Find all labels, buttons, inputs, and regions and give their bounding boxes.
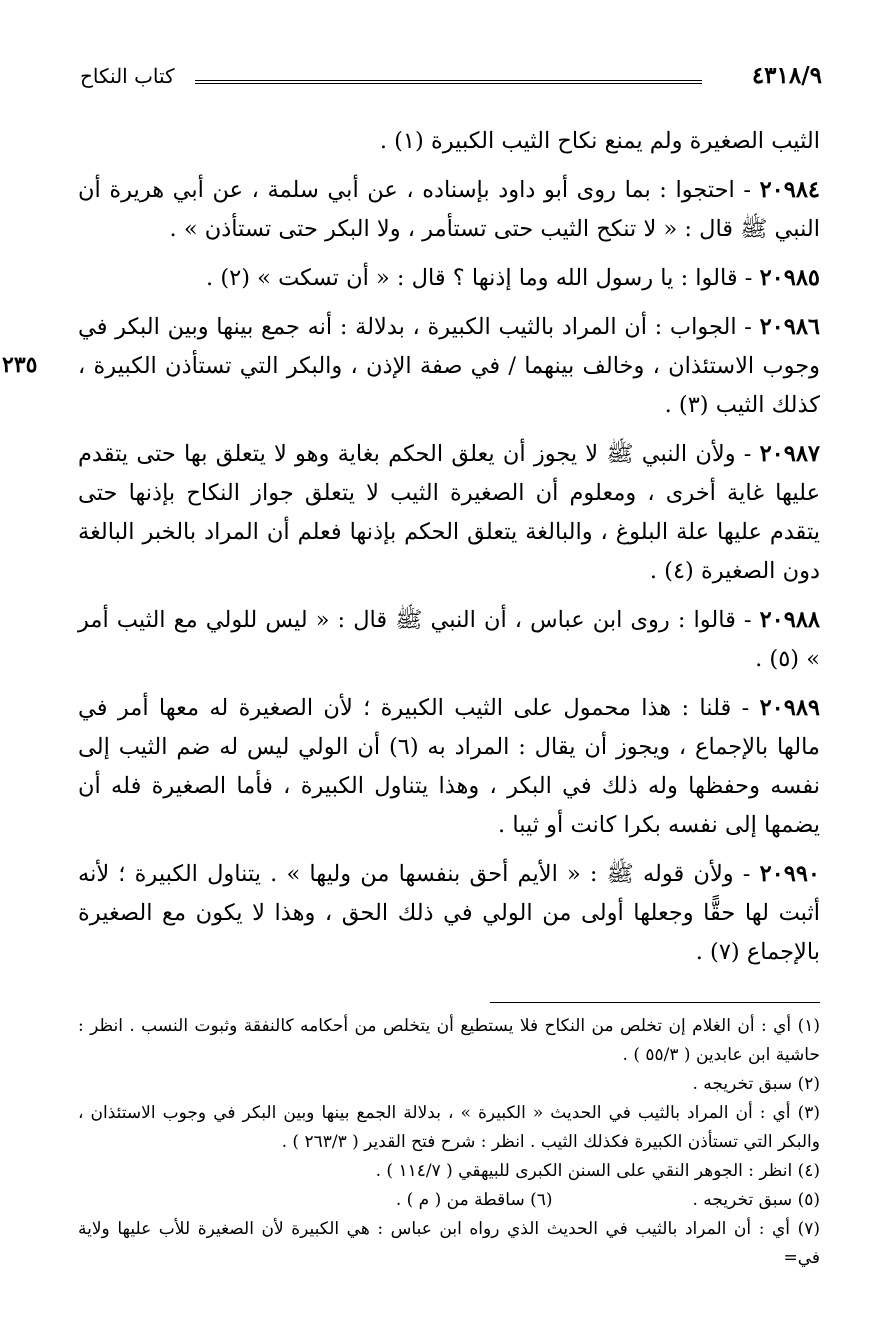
paragraph-number: ٢٠٩٨٧ [759, 441, 820, 467]
paragraph [78, 689, 820, 845]
paragraph [78, 308, 820, 425]
footnote-2: (٢) سبق تخريجه . [692, 1074, 820, 1094]
footnote-4: (٤) انظر : الجوهر النقي على السنن الكبرى للبيهقي ( ١١٤/٧ ) . [375, 1161, 820, 1181]
footnote-3: (٣) أي : أن المراد بالثيب في الحديث « الكبيرة » ، بدلالة الجمع بينها وبين البكر في وجوب الاستئذان ، والبكر التي تستأذن الكبيرة فكذلك الثيب . انظر : شرح فتح القدير ( ٢٦٣/٣ ) . [78, 1103, 820, 1152]
paragraph-text: - قلنا : هذا محمول على الثيب الكبيرة ؛ لأن الصغيرة له معها أمر في مالها بالإجماع ، ويجوز أن يقال : المراد به (٦) أن الولي ليس له ضم الثيب إلى نفسه وحفظها وله ذلك في البكر ، وهذا يتناول الكبيرة ، فأما الصغيرة فله أن يضمها إلى نفسه بكرا كانت أو ثيبا . [78, 695, 820, 838]
main-text [78, 122, 820, 982]
paragraph [78, 855, 820, 972]
footnotes [78, 1012, 820, 1273]
page-number: ٤٣١٨/٩ [751, 62, 822, 89]
margin-page-number: ٢٣٥ [2, 352, 38, 378]
paragraph-text: الثيب الصغيرة ولم يمنع نكاح الثيب الكبيرة (١) . [379, 128, 820, 154]
paragraph-number: ٢٠٩٨٦ [759, 314, 820, 340]
paragraph [78, 601, 820, 679]
paragraph-number: ٢٠٩٨٤ [759, 177, 820, 203]
paragraph-text: - الجواب : أن المراد بالثيب الكبيرة ، بدلالة : أنه جمع بينها وبين البكر في وجوب الاستئذان ، وخالف بينهما / في صفة الإذن ، والبكر التي تستأذن الكبيرة ، كذلك الثيب (٣) . [78, 314, 820, 418]
footnote-6: (٦) ساقطة من ( م ) . [395, 1190, 553, 1210]
footnote-row [78, 1186, 820, 1215]
page-header [80, 62, 822, 102]
paragraph [78, 122, 820, 161]
paragraph-number: ٢٠٩٨٥ [759, 265, 820, 291]
header-rule [195, 80, 702, 87]
paragraph-number: ٢٠٩٨٩ [759, 695, 820, 721]
paragraph [78, 435, 820, 591]
paragraph-text: - قالوا : يا رسول الله وما إذنها ؟ قال : « أن تسكت » (٢) . [206, 265, 760, 291]
footnote-7: (٧) أي : أن المراد بالثيب في الحديث الذي رواه ابن عباس : هي الكبيرة لأن الصغيرة للأب عليها ولاية في= [78, 1219, 820, 1268]
footnote-1: (١) أي : أن الغلام إن تخلص من النكاح فلا يستطيع أن يتخلص من أحكامه كالنفقة وثبوت النسب . انظر : حاشية ابن عابدين ( ٥٥/٣ ) . [78, 1016, 820, 1065]
paragraph-text: - قالوا : روى ابن عباس ، أن النبي ﷺ قال : « ليس للولي مع الثيب أمر » (٥) . [78, 607, 820, 672]
paragraph-text: - احتجوا : بما روى أبو داود بإسناده ، عن أبي سلمة ، عن أبي هريرة أن النبي ﷺ قال : « لا تنكح الثيب حتى تستأمر ، ولا البكر حتى تستأذن » . [78, 177, 820, 242]
paragraph-number: ٢٠٩٩٠ [759, 861, 821, 887]
paragraph-number: ٢٠٩٨٨ [759, 607, 820, 633]
paragraph-text: - ولأن قوله ﷺ : « الأيم أحق بنفسها من وليها » . يتناول الكبيرة ؛ لأنه أثبت لها حقًّا وجعلها أولى من الولي في ذلك الحق ، وهذا لا يكون مع الصغيرة بالإجماع (٧) . [78, 861, 820, 965]
footnote-5: (٥) سبق تخريجه . [692, 1190, 820, 1210]
paragraph [78, 171, 820, 249]
paragraph-text: - ولأن النبي ﷺ لا يجوز أن يعلق الحكم بغاية وهو لا يتعلق بها حتى يتقدم عليها غاية أخرى ، ومعلوم أن الصغيرة الثيب لا يتعلق جواز النكاح بإذنها حتى يتقدم عليها علة البلوغ ، والبالغة يتعلق الحكم بإذنها فعلم أن المراد بالخبر البالغة دون الصغيرة (٤) . [78, 441, 820, 584]
footnote-separator [490, 1002, 820, 1003]
book-title: كتاب النكاح [80, 64, 175, 88]
paragraph [78, 259, 820, 298]
